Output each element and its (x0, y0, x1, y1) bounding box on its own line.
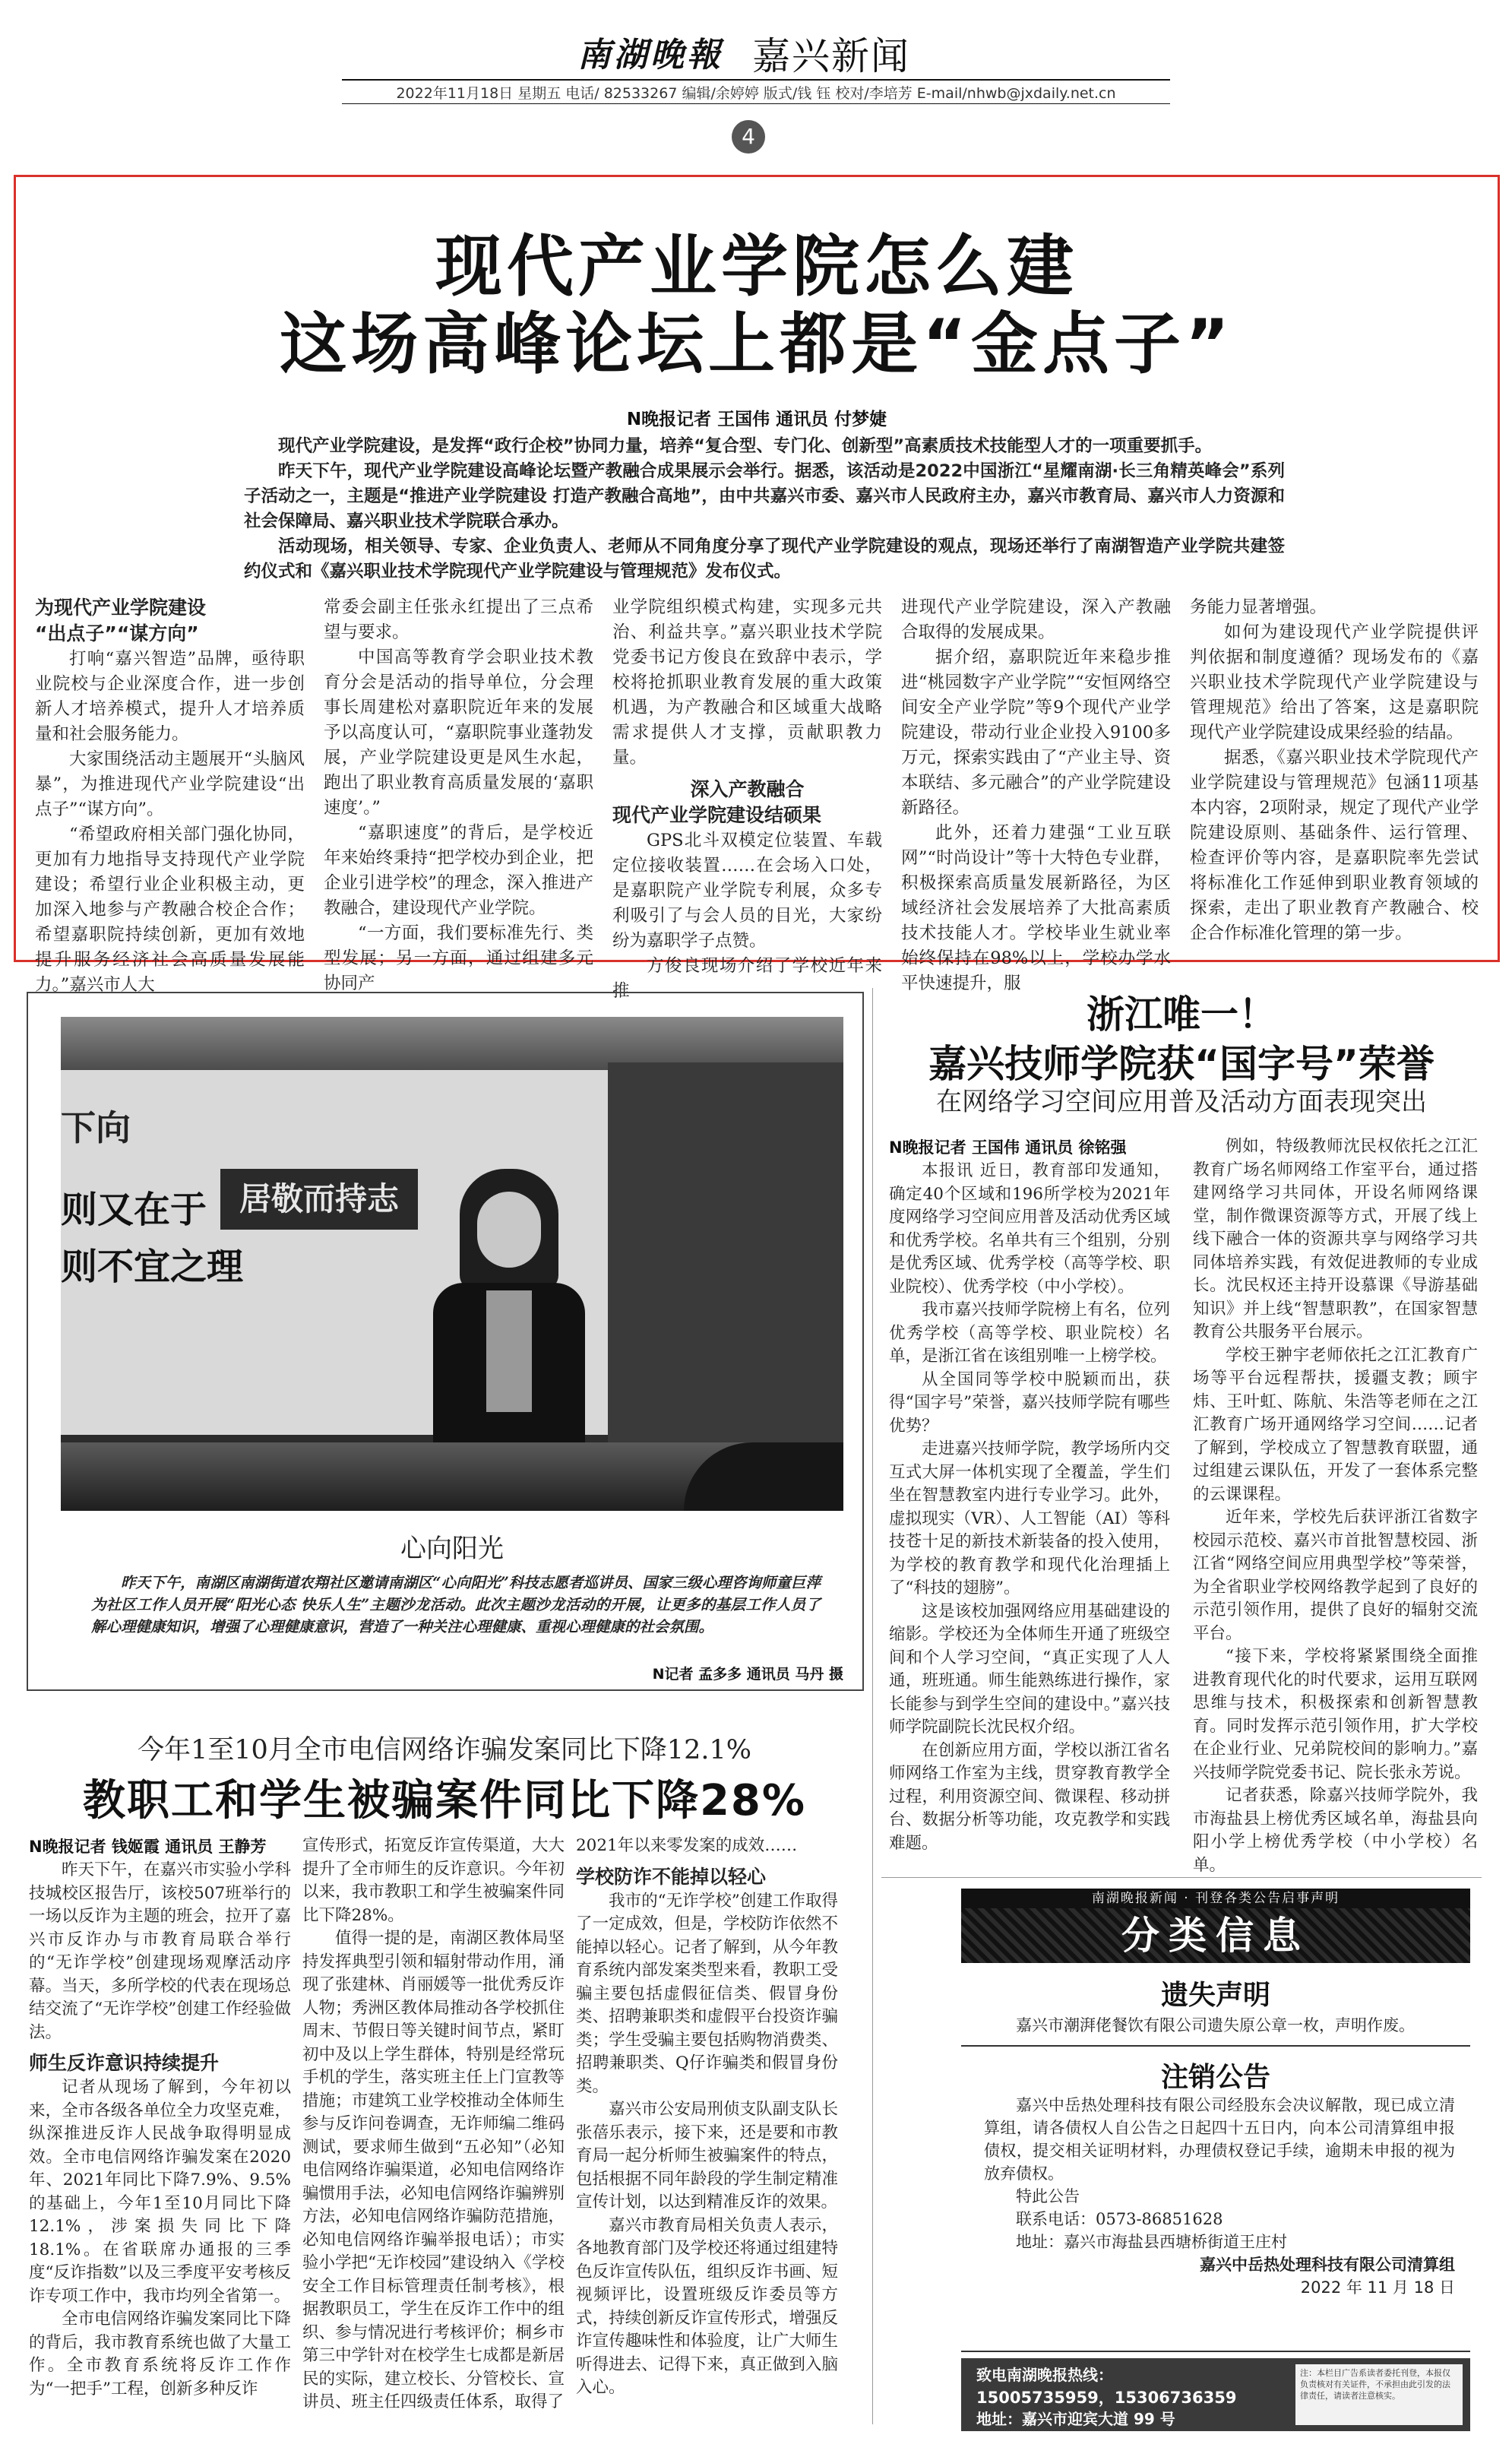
intro-paragraph: 活动现场，相关领导、专家、企业负责人、老师从不同角度分享了现代产业学院建设的观点，现场还举行了南湖智造产业学院共建签约仪式和《嘉兴职业技术学院现代产业学院建设与管理规范》发布仪式。 (244, 537, 1285, 581)
lead-column-2: 常委会副主任张永红提出了三点希望与要求。 中国高等教育学会职业技术教育分会是活动的指导单位，分会理事长周建松对嘉职院近年来的发展予以高度认可，“嘉职院事业蓬勃发展，产业学院建设更是风生水起，跑出了职业教育高质量发展的‘嘉职速度’。” “嘉职速度”的背后，是学校近年来始终秉持“把学校办到企业，把企业引进学校”的理念，深入推进产教融合，建设现代产业学院。 “一方面，我们要标准先行、类型发展；另一方面，通过组建多元协同产 (324, 597, 593, 993)
classifieds-ribbon: 南湖晚报新闻 · 刊登各类公告启事声明 (961, 1889, 1470, 1908)
classifieds-title: 分类信息 (961, 1908, 1470, 1963)
lead-column-4: 进现代产业学院建设，深入产教融合取得的发展成果。 据介绍，嘉职院近年来稳步推进“桃园数字产业学院”“安恒网络空间安全产业学院”等9个现代产业学院建设，带动行业企业投入9100多万元，探索实践由了“产业主导、资本联结、多元融合”的产业学院建设新路径。 此外，还着力建强“工业互联网”“时尚设计”等十大特色专业群，积极探索高质量发展新路径，为区域经济社会发展培养了大批高素质技术技能人才。学校毕业生就业率始终保持在98%以上，学校办学水平快速提升，服 (901, 597, 1171, 993)
masthead (0, 0, 1512, 114)
lead-subheading: 现代产业学院建设结硕果 (612, 804, 822, 826)
wall-sign: 则又在于 (61, 1189, 207, 1231)
fraud-subheading: 师生反诈意识持续提升 (29, 2052, 220, 2074)
lost-notice-title: 遗失声明 (1160, 1980, 1270, 2011)
fraud-byline: N晚报记者 钱姬霞 通讯员 王静芳 (29, 1838, 267, 1856)
section-divider (881, 1877, 1482, 1878)
header-info: 2022年11月18日 星期五 电话/ 82533267 编辑/余婷婷 版式/钱 钰 校对/李培芳 E-mail/nhwb@jxdaily.net.cn (396, 85, 1116, 102)
lead-intro (244, 434, 1285, 584)
fraud-subheading: 学校防诈不能掉以轻心 (576, 1865, 767, 1888)
lead-column-3: 业学院组织模式构建，实现多元共治、利益共享。”嘉兴职业技术学院党委书记方俊良在致辞中表示，学校将抢抓职业教育发展的重大政策机遇，为产教融合和区域重大战略需求提供人才支撑，贡献职教力量。 深入产教融合 现代产业学院建设结硕果 GPS北斗双模定位装置、车载定位接收装置……在会场入口处，是嘉职院产业学院专利展，众多专利吸引了与会人员的目光，大家纷纷为嘉职学子点赞。 方俊良现场介绍了学校近年来推 (612, 597, 882, 1001)
lead-column-5: 务能力显著增强。 如何为建设现代产业学院提供评判依据和制度遵循？现场发布的《嘉兴职业技术学院现代产业学院建设与管理规范》给出了答案，这是嘉职院现代产业学院建设成果经验的结晶。 据悉，《嘉兴职业技术学院现代产业学院建设与管理规范》包涵11项基本内容，2项附录，规定了现代产业学院建设原则、基础条件、运行管理、检查评价等内容，是嘉职院率先尝试将标准化工作延伸到职业教育领域的探索，走出了职业教育产教融合、校企合作标准化管理的第一步。 (1190, 597, 1479, 943)
hotline-phones: 15005735959，15306736359 (976, 2389, 1237, 2407)
hotline-box (961, 2358, 1470, 2431)
lead-subheading: 深入产教融合 (690, 778, 805, 800)
school-byline: N晚报记者 王国伟 通讯员 徐铭强 (889, 1138, 1127, 1157)
hotline-address: 地址：嘉兴市迎宾大道 99 号 (976, 2410, 1175, 2428)
photo-caption: 昨天下午，南湖区南湖街道农翔社区邀请南湖区“心向阳光”科技志愿者巡讲员、国家三级心理咨询师童巨萍为社区工作人员开展“阳光心态 快乐人生”主题沙龙活动。此次主题沙龙活动的开展，让更多的基层工作人员了解心理健康知识，增强了心理健康意识，营造了一种关注心理健康、重视心理健康的社会氛围。 (91, 1574, 821, 1635)
lead-column-1: 为现代产业学院建设 “出点子”“谋方向” 打响“嘉兴智造”品牌，亟待职业院校与企业深度合作，进一步创新人才培养模式，提升人才培养质量和社会服务能力。 大家围绕活动主题展开“头脑风暴”，为推进现代产业学院建设“出点子”“谋方向”。 “希望政府相关部门强化协同，更加有力地指导支持现代产业学院建设；希望行业企业积极主动，更加深入地参与产教融合校企合作；希望嘉职院持续创新，更加有效地提升服务经济社会高质量发展能力。”嘉兴市人大 (35, 597, 305, 995)
wall-sign: 则不宜之理 (61, 1246, 244, 1288)
fraud-kicker: 今年1至10月全市电信网络诈骗发案同比下降12.1% (138, 1735, 751, 1765)
school-title: 嘉兴技师学院获“国字号”荣誉 (928, 1042, 1435, 1086)
feature-photo (61, 1017, 843, 1511)
hotline-note: 注：本栏目广告系读者委托刊登，本报仅负责核对有关证件，不承担由此引发的法律责任，请读者注意核实。 (1295, 2364, 1463, 2425)
cancel-notice-text: 嘉兴中岳热处理科技有限公司经股东会决议解散，现已成立清算组，请各债权人自公告之日起四十五日内，向本公司清算组申报债权，提交相关证明材料，办理债权登记手续，逾期未申报的视为放弃债权。 特此公告 联系电话：0573-86851628 地址：嘉兴市海盐县西塘桥街道王庄村 嘉兴中岳热处理科技有限公司清算组 2022 年 11 月 18 日 (984, 2096, 1455, 2297)
page-number: 4 (732, 120, 765, 154)
photo-title: 心向阳光 (400, 1534, 504, 1564)
lead-title-line1: 现代产业学院怎么建 (435, 227, 1078, 306)
photo-credit: N记者 孟多多 通讯员 马丹 摄 (652, 1666, 843, 1683)
wall-banner: 居敬而持志 (220, 1169, 418, 1230)
section-title: 嘉兴新闻 (752, 34, 910, 78)
school-column-2: 例如，特级教师沈民权依托之江汇教育广场名师网络工作室平台，通过搭建网络学习共同体，开设名师网络课堂，制作微课资源等方式，开展了线上线下融合一体的资源共享与网络学习共同体培养实践，有效促进教师的专业成长。沈民权还主持开设慕课《导游基础知识》并上线“智慧职教”，在国家智慧教育公共服务平台展示。 学校王翀宇老师依托之江汇教育广场等平台远程帮扶，援疆支教；顾宇炜、王叶虹、陈航、朱浩等老师在之江汇教育广场开通网络学习空间……记者了解到，学校成立了智慧教育联盟，通过组建云课队伍，开发了一套体系完整的云课课程。 近年来，学校先后获评浙江省数字校园示范校、嘉兴市首批智慧校园、浙江省“网络空间应用典型学校”等荣誉，为全省职业学校网络教学起到了良好的示范引领作用，提供了良好的辐射交流平台。 “接下来，学校将紧紧围绕全面推进教育现代化的时代要求，运用互联网思维与技术，积极探索和创新智慧教育。同时发挥示范引领作用，扩大学校在企业行业、兄弟院校间的影响力。”嘉兴技师学院党委书记、院长张永芳说。 记者获悉，除嘉兴技师学院外，我市海盐县上榜优秀区域名单，海盐县向阳小学上榜优秀学校（中小学校）名单。 (1193, 1137, 1478, 1875)
school-subtitle: 在网络学习空间应用普及活动方面表现突出 (936, 1087, 1427, 1117)
cancel-notice-title: 注销公告 (1160, 2062, 1270, 2093)
hotline-label: 致电南湖晚报热线： (976, 2366, 1113, 2384)
lead-story (14, 175, 1500, 1001)
school-kicker: 浙江唯一！ (1087, 993, 1276, 1037)
intro-paragraph: 昨天下午，现代产业学院建设高峰论坛暨产教融合成果展示会举行。据悉，该活动是2022中国浙江“星耀南湖·长三角精英峰会”系列子活动之一，主题是“推进产业学院建设 打造产教融合高地”，由中共嘉兴市委、嘉兴市人民政府主办，嘉兴市教育局、嘉兴市人力资源和社会保障局、嘉兴职业技术学院联合承办。 (244, 461, 1285, 531)
fraud-title: 教职工和学生被骗案件同比下降28% (82, 1776, 807, 1825)
intro-paragraph: 现代产业学院建设，是发挥“政行企校”协同力量，培养“复合型、专门化、创新型”高素质技术技能型人才的一项重要抓手。 (278, 436, 1213, 456)
classifieds-panel (961, 1889, 1470, 2432)
fraud-column-3: 2021年以来零发案的成效…… 学校防诈不能掉以轻心 我市的“无诈学校”创建工作取得了一定成效，但是，学校防诈依然不能掉以轻心。记者了解到，从今年教育系统内部发案类型来看，教职工受骗主要包括虚假征信类、假冒身份类、招聘兼职类和虚假平台投资诈骗类；学生受骗主要包括购物消费类、招聘兼职类、Q仔诈骗类和假冒身份类。 嘉兴市公安局刑侦支队副支队长张蓓乐表示，接下来，还是要和市教育局一起分析师生被骗案件的特点，包括根据不同年龄段的学生制定精准宣传计划，以达到精准反诈的效果。 嘉兴市教育局相关负责人表示，各地教育部门及学校还将通过组建特色反诈宣传队伍，组织反诈书画、短视频评比，设置班级反诈委员等方式，持续创新反诈宣传形式，增强反诈宣传趣味性和体验度，让广大师生听得进去、记得下来，真正做到入脑入心。 (576, 1836, 838, 2397)
lead-title-line2: 这场高峰论坛上都是“金点子” (280, 305, 1234, 383)
lead-subheading: “出点子”“谋方向” (35, 622, 199, 644)
school-column-1: 本报讯 近日，教育部印发通知，确定40个区域和196所学校为2021年度网络学习空间应用普及活动优秀区域和优秀学校。名单共有三个组别，分别是优秀区域、优秀学校（高等学校、职业院校）、优秀学校（中小学校）。 我市嘉兴技师学院榜上有名，位列优秀学校（高等学校、职业院校）名单，是浙江省在该组别唯一上榜学校。 从全国同等学校中脱颖而出，获得“国字号”荣誉，嘉兴技师学院有哪些优势？ 走进嘉兴技师学院，教学场所内交互式大屏一体机实现了全覆盖，学生们坐在智慧教室内进行专业学习。此外，虚拟现实（VR）、人工智能（AI）等科技苍十足的新技术新装备的投入使用，为学校的教育教学和现代化治理插上了“科技的翅膀”。 这是该校加强网络应用基础建设的缩影。学校还为全体师生开通了班级空间和个人学习空间，“真正实现了人人通，班班通。师生能熟练进行操作，家长能参与到学生空间的建设中。”嘉兴技师学院副院长沈民权介绍。 在创新应用方面，学校以浙江省名师网络工作室为主线，贯穿教育教学全过程，利用资源空间、微课程、移动拼台、数据分析等功能，攻克教学和实践难题。 (889, 1161, 1170, 1853)
lead-byline: N晚报记者 王国伟 通讯员 付梦婕 (626, 410, 887, 429)
lead-subheading: 为现代产业学院建设 (35, 597, 207, 619)
fraud-column-2: 宣传形式，拓宽反诈宣传渠道，大大提升了全市师生的反诈意识。今年初以来，我市教职工和学生被骗案件同比下降28%。 值得一提的是，南湖区教体局坚持发挥典型引领和辐射带动作用，涌现了张建林、肖丽媛等一批优秀反诈人物；秀洲区教体局推动各学校抓住周末、节假日等关键时间节点，紧盯初中及以上学生群体，特别是经常玩手机的学生，落实班主任上门宣教等措施；市建筑工业学校推动全体师生参与反诈问卷调查，无诈师编二维码测试，要求师生做到“五必知”（必知电信网络诈骗渠道，必知电信网络诈骗惯用手法，必知电信网络诈骗辨别方法，必知电信网络诈骗防范措施，必知电信网络诈骗举报电话）；市实验小学把“无诈校园”建设纳入《学校安全工作目标管理责任制考核》，根据教职员工，学生在反诈工作中的组织、参与情况进行考核评价；桐乡市第三中学针对在校学生七成都是新居民的实际，建立校长、分管校长、宣讲员、班主任四级责任体系，取得了 (302, 1836, 565, 2411)
wall-sign: 下向 (61, 1107, 131, 1148)
lost-notice-text: 嘉兴市潮湃佬餐饮有限公司遗失原公章一枚，声明作废。 (1016, 2016, 1415, 2034)
column-divider (872, 988, 873, 2424)
fraud-column-1: 昨天下午，在嘉兴市实验小学科技城校区报告厅，该校507班举行的一场以反诈为主题的班会，拉开了嘉兴市反诈办与市教育局联合举行的“无诈学校”创建现场观摩活动序幕。当天，多所学校的代表在现场总结交流了“无诈学校”创建工作经验做法。 师生反诈意识持续提升 记者从现场了解到，今年初以来，全市各级各单位全力攻坚克难，纵深推进反诈人民战争取得明显成效。全市电信网络诈骗发案在2020年、2021年同比下降7.9%、9.5%的基础上，今年1至10月同比下降12.1%，涉案损失同比下降18.1%。在省联席办通报的三季度“反诈指数”以及三季度平安考核反诈专项工作中，我市均列全省第一。 全市电信网络诈骗发案同比下降的背后，我市教育系统也做了大量工作。全市教育系统将反诈工作作为“一把手”工程，创新多种反诈 (29, 1860, 291, 2398)
brand-logo: 南湖晚報 (577, 36, 723, 74)
